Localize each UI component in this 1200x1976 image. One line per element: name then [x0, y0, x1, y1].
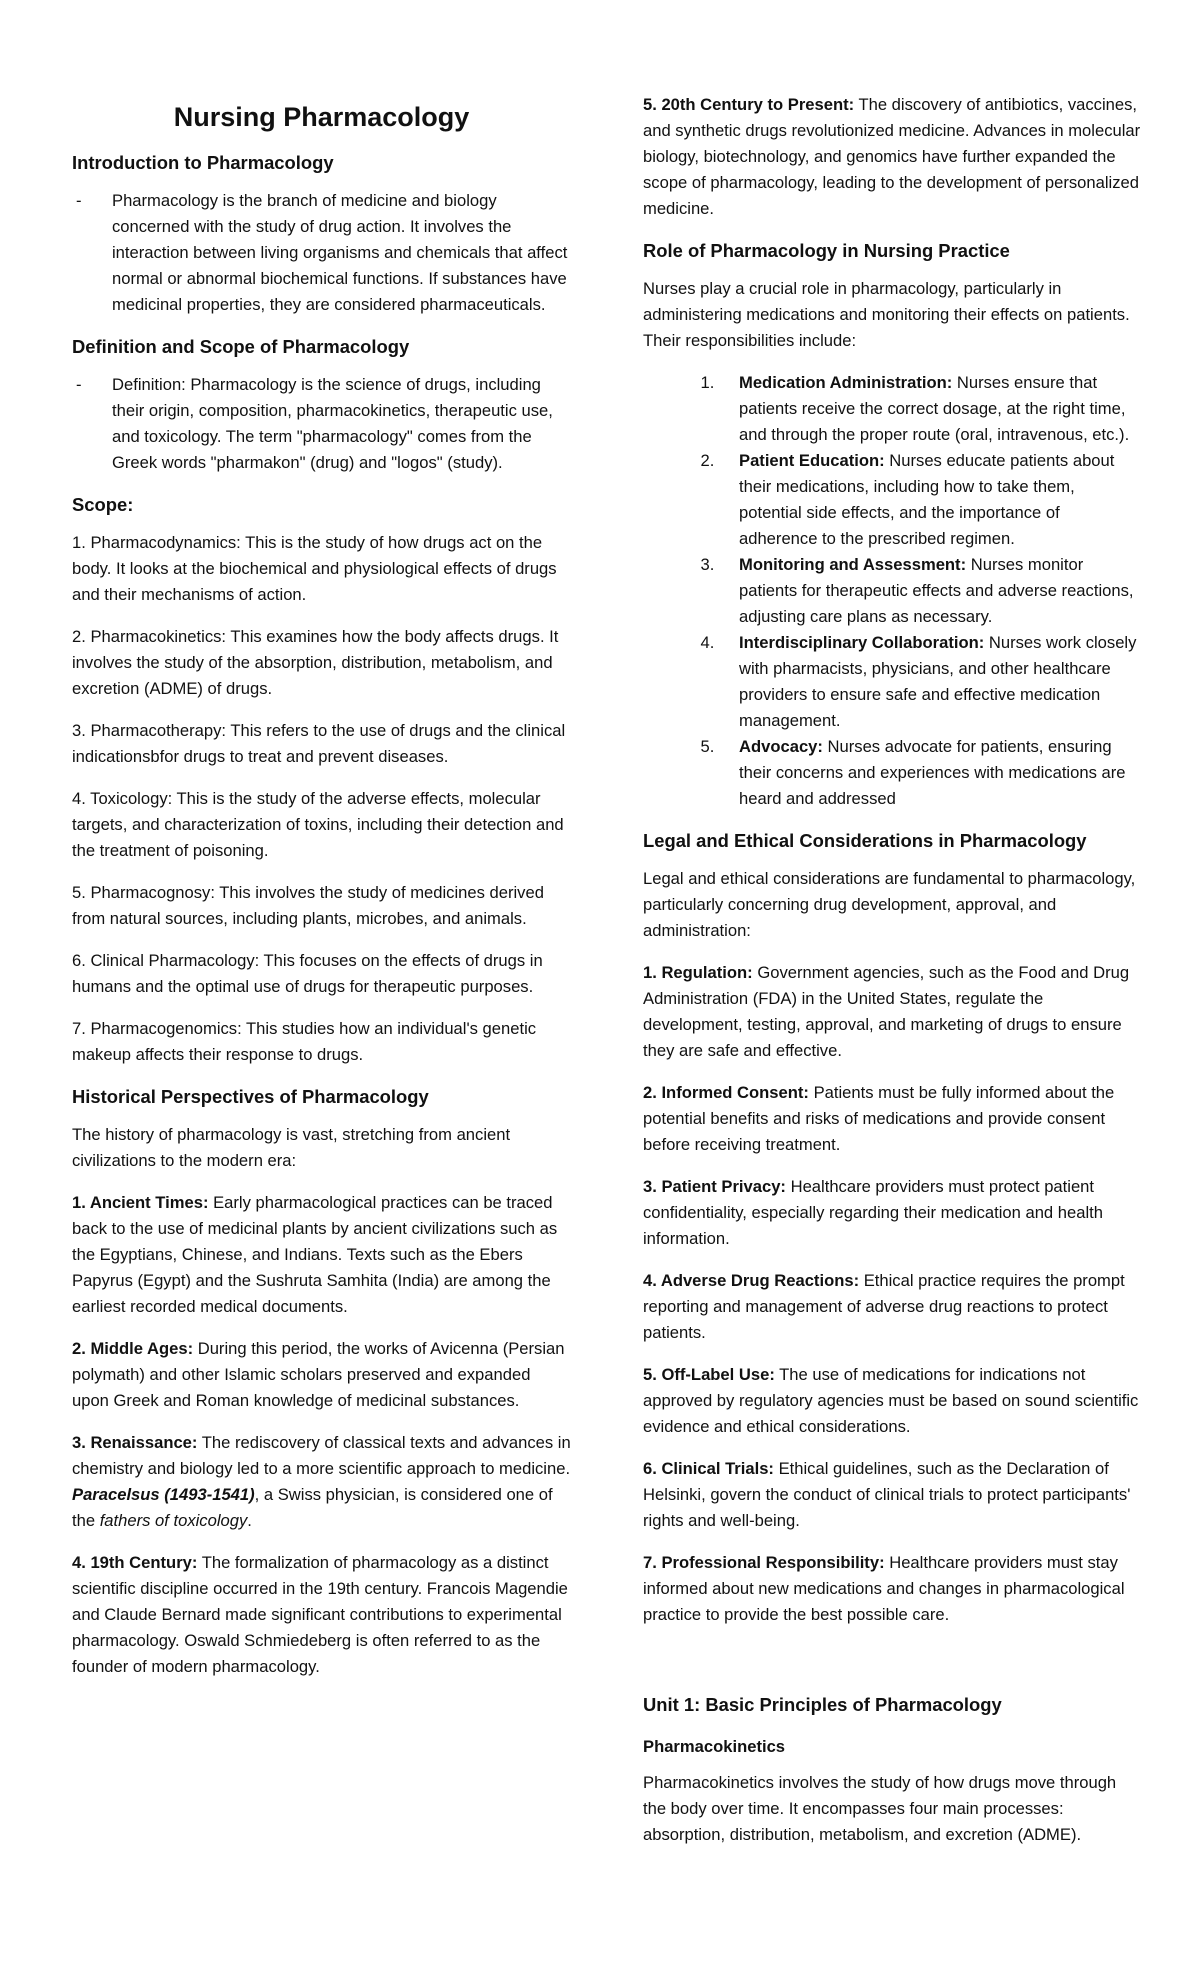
- legal-item-text: Healthcare providers must stay informed about new medications and changes in pharmacological practice to provide the best possible care.: [643, 1553, 1125, 1624]
- nursing-role-heading: Role of Pharmacology in Nursing Practice: [643, 240, 1010, 261]
- scope-item: 1. Pharmacodynamics: This is the study of how drugs act on the body. It looks at the biochemical and physiological effects of drugs and their mechanisms of action.: [72, 533, 557, 604]
- pharmacokinetics-subheading: Pharmacokinetics: [643, 1737, 786, 1756]
- nursing-role-text: Nurses advocate for patients, ensuring their concerns and experiences with medications are heard and addressed: [739, 737, 1126, 808]
- legal-item: [643, 1362, 1142, 1440]
- history-item: [643, 92, 1142, 222]
- fathers-of-toxicology: fathers of toxicology: [99, 1511, 248, 1530]
- history-item-label: 1. Ancient Times:: [72, 1193, 209, 1212]
- history-item-text: The discovery of antibiotics, vaccines, and synthetic drugs revolutionized medicine. Advances in molecular biology, biotechnology, and genomics have further expanded the scope of pharmacology, leading to the development of personalized medicine.: [643, 95, 1141, 218]
- scope-item: 6. Clinical Pharmacology: This focuses on the effects of drugs in humans and the optimal use of drugs for therapeutic purposes.: [72, 951, 543, 996]
- nursing-role-item: [719, 370, 1142, 448]
- history-item-text: The formalization of pharmacology as a distinct scientific discipline occurred in the 19th century. Francois Magendie and Claude Bernard made significant contributions to experimental pharmacology. Oswald Schmiedeberg is often referred to as the founder of modern pharmacology.: [72, 1553, 568, 1676]
- legal-item: [643, 1550, 1142, 1628]
- legal-item-text: Healthcare providers must protect patient confidentiality, especially regarding their medication and health information.: [643, 1177, 1103, 1248]
- legal-item-label: 2. Informed Consent:: [643, 1083, 809, 1102]
- right-column: [643, 92, 1142, 1864]
- scope-heading: Scope:: [72, 494, 134, 515]
- legal-item-text: The use of medications for indications not approved by regulatory agencies must be based on sound scientific evidence and ethical considerations.: [643, 1365, 1139, 1436]
- nursing-role-label: Medication Administration:: [739, 373, 953, 392]
- two-column-layout: [72, 96, 1142, 1864]
- nursing-role-text: Nurses ensure that patients receive the correct dosage, at the right time, and through the proper route (oral, intravenous, etc.).: [739, 373, 1130, 444]
- legal-item: [643, 1174, 1142, 1252]
- paracelsus-name: Paracelsus (1493-1541): [72, 1485, 255, 1504]
- legal-item-text: Patients must be fully informed about the potential benefits and risks of medications and provide consent before receiving treatment.: [643, 1083, 1115, 1154]
- legal-item-label: 7. Professional Responsibility:: [643, 1553, 885, 1572]
- legal-item: [643, 1080, 1142, 1158]
- nursing-role-intro: Nurses play a crucial role in pharmacology, particularly in administering medications and monitoring their effects on patients. Their responsibilities include:: [643, 279, 1130, 350]
- history-item: [72, 1336, 571, 1414]
- scope-item: 3. Pharmacotherapy: This refers to the use of drugs and the clinical indicationsbfor drugs to treat and prevent diseases.: [72, 721, 566, 766]
- scope-item: 5. Pharmacognosy: This involves the study of medicines derived from natural sources, including plants, microbes, and animals.: [72, 883, 544, 928]
- scope-item: 2. Pharmacokinetics: This examines how the body affects drugs. It involves the study of the absorption, distribution, metabolism, and excretion (ADME) of drugs.: [72, 627, 559, 698]
- history-item: [72, 1190, 571, 1320]
- legal-item: [643, 960, 1142, 1064]
- history-item-label: 2. Middle Ages:: [72, 1339, 194, 1358]
- history-intro: The history of pharmacology is vast, stretching from ancient civilizations to the modern era:: [72, 1125, 511, 1170]
- history-heading: Historical Perspectives of Pharmacology: [72, 1086, 429, 1107]
- nursing-role-list: [643, 370, 1142, 812]
- legal-item: [643, 1268, 1142, 1346]
- legal-item-label: 6. Clinical Trials:: [643, 1459, 774, 1478]
- nursing-role-item: [719, 448, 1142, 552]
- intro-list: [72, 188, 571, 318]
- renaissance-end: .: [247, 1511, 252, 1530]
- history-item-label: 5. 20th Century to Present:: [643, 95, 855, 114]
- document-title: Nursing Pharmacology: [173, 102, 470, 132]
- nursing-role-item: [719, 630, 1142, 734]
- definition-bullet: - Definition: Pharmacology is the science of drugs, including their origin, composition, pharmacokinetics, therapeutic use, and toxicology. The term "pharmacology" comes from the Greek words "pharmakon" (drug) and "logos" (study).: [72, 372, 571, 476]
- paracelsus-text: , a Swiss physician, is considered one of the: [72, 1485, 553, 1530]
- nursing-role-text: Nurses work closely with pharmacists, physicians, and other healthcare providers to ensure safe and effective medication management.: [739, 633, 1137, 730]
- nursing-role-label: Monitoring and Assessment:: [739, 555, 967, 574]
- left-column: [72, 100, 571, 1864]
- history-item-text: The rediscovery of classical texts and advances in chemistry and biology led to a more scientific approach to medicine.: [72, 1433, 571, 1478]
- pharmacokinetics-text: Pharmacokinetics involves the study of how drugs move through the body over time. It encompasses four main processes: absorption, distribution, metabolism, and excretion (ADME).: [643, 1773, 1117, 1844]
- legal-item-label: 3. Patient Privacy:: [643, 1177, 786, 1196]
- nursing-role-label: Advocacy:: [739, 737, 823, 756]
- history-item-renaissance: [72, 1430, 571, 1534]
- legal-item: [643, 1456, 1142, 1534]
- intro-heading: Introduction to Pharmacology: [72, 152, 334, 173]
- legal-item-text: Ethical guidelines, such as the Declaration of Helsinki, govern the conduct of clinical trials to protect participants' rights and well-being.: [643, 1459, 1131, 1530]
- legal-intro: Legal and ethical considerations are fundamental to pharmacology, particularly concerning drug development, approval, and administration:: [643, 869, 1136, 940]
- scope-item: 7. Pharmacogenomics: This studies how an individual's genetic makeup affects their response to drugs.: [72, 1019, 537, 1064]
- legal-item-label: 4. Adverse Drug Reactions:: [643, 1271, 860, 1290]
- nursing-role-text: Nurses educate patients about their medications, including how to take them, potential side effects, and the importance of adherence to the prescribed regimen.: [739, 451, 1115, 548]
- legal-item-label: 5. Off-Label Use:: [643, 1365, 775, 1384]
- history-item-label: 4. 19th Century:: [72, 1553, 198, 1572]
- history-item-label: 3. Renaissance:: [72, 1433, 198, 1452]
- history-item-text: During this period, the works of Avicenna (Persian polymath) and other Islamic scholars preserved and expanded upon Greek and Roman knowledge of medicinal substances.: [72, 1339, 565, 1410]
- definition-heading: Definition and Scope of Pharmacology: [72, 336, 410, 357]
- legal-item-text: Ethical practice requires the prompt reporting and management of adverse drug reactions to protect patients.: [643, 1271, 1125, 1342]
- definition-list: [72, 372, 571, 476]
- unit-1-heading: Unit 1: Basic Principles of Pharmacology: [643, 1694, 1002, 1715]
- history-item: [72, 1550, 571, 1680]
- scope-item: 4. Toxicology: This is the study of the adverse effects, molecular targets, and characterization of toxins, including their detection and the treatment of poisoning.: [72, 789, 564, 860]
- intro-bullet: - Pharmacology is the branch of medicine and biology concerned with the study of drug action. It involves the interaction between living organisms and chemicals that affect normal or abnormal biochemical functions. If substances have medicinal properties, they are considered pharmaceuticals.: [72, 188, 571, 318]
- nursing-role-item: [719, 552, 1142, 630]
- nursing-role-label: Interdisciplinary Collaboration:: [739, 633, 985, 652]
- history-item-text: Early pharmacological practices can be traced back to the use of medicinal plants by ancient civilizations such as the Egyptians, Chinese, and Indians. Texts such as the Ebers Papyrus (Egypt) and the Sushruta Samhita (India) are among the earliest recorded medical documents.: [72, 1193, 558, 1316]
- nursing-role-item: [719, 734, 1142, 812]
- legal-item-text: Government agencies, such as the Food and Drug Administration (FDA) in the United States, regulate the development, testing, approval, and marketing of drugs to ensure they are safe and effective.: [643, 963, 1130, 1060]
- legal-item-label: 1. Regulation:: [643, 963, 753, 982]
- nursing-role-text: Nurses monitor patients for therapeutic effects and adverse reactions, adjusting care plans as necessary.: [739, 555, 1134, 626]
- nursing-role-label: Patient Education:: [739, 451, 885, 470]
- legal-heading: Legal and Ethical Considerations in Pharmacology: [643, 830, 1087, 851]
